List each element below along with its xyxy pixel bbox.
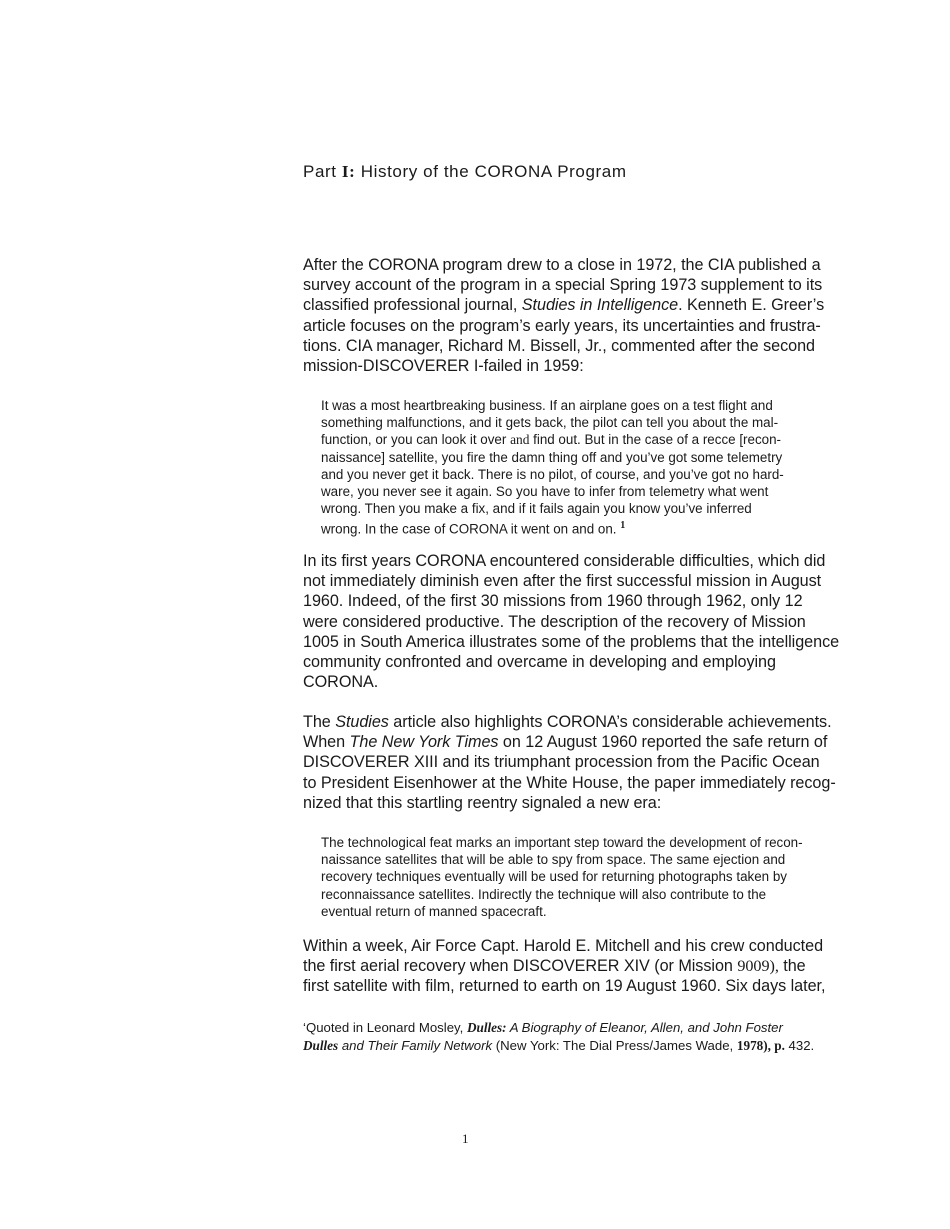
text-span: the xyxy=(778,957,806,976)
text-line: 1960. Indeed, of the first 30 missions from 1960 through 1962, only 12 xyxy=(303,592,803,611)
text-span: . Kenneth E. Greer’s xyxy=(678,296,825,315)
block-quote-nyt xyxy=(321,834,821,920)
text-span: When xyxy=(303,733,350,752)
quote-line xyxy=(321,431,821,448)
text-span: wrong. In the case of CORONA it went on and on. xyxy=(321,521,617,537)
text-span: and xyxy=(510,432,530,448)
text-line: 1005 in South America illustrates some of the problems that the intelligence xyxy=(303,632,840,651)
text-span: 432. xyxy=(784,1037,815,1053)
book-title-dulles: Dulles xyxy=(303,1037,339,1053)
text-line: nized that this startling reentry signaled a new era: xyxy=(303,793,662,812)
text-span: Quoted in Leonard Mosley, xyxy=(305,1020,467,1035)
text-line: article focuses on the program’s early years, its uncertainties and frustra- xyxy=(303,316,821,335)
footnote-line xyxy=(303,1037,843,1055)
paragraph-intro xyxy=(303,255,843,376)
quote-line: recovery techniques eventually will be used for returning photographs taken by xyxy=(321,869,787,885)
page-number: 1 xyxy=(462,1131,469,1146)
text-span: function, or you can look it over xyxy=(321,432,511,448)
text-line: DISCOVERER XIII and its triumphant procession from the Pacific Ocean xyxy=(303,753,820,772)
quote-line: It was a most heartbreaking business. If an airplane goes on a test flight and xyxy=(321,398,773,413)
part-numeral: I: xyxy=(341,162,356,181)
paragraph-achievements xyxy=(303,712,843,813)
text-span: The xyxy=(303,713,336,731)
text-span: on 12 August 1960 reported the safe return of xyxy=(498,733,828,752)
quote-line: something malfunctions, and it gets back, the pilot can tell you about the mal- xyxy=(321,415,779,431)
text-line xyxy=(303,712,843,732)
part-label: Part xyxy=(303,162,337,181)
mission-number: 9009), xyxy=(737,957,779,976)
newspaper-title: The New York Times xyxy=(349,733,499,752)
part-title: History of the CORONA Program xyxy=(360,162,627,181)
text-line: survey account of the program in a special Spring 1973 supplement to its xyxy=(303,276,823,295)
quote-line: The technological feat marks an important step toward the development of recon- xyxy=(321,835,803,850)
quote-line: wrong. Then you make a fix, and if it fails again you know you’ve inferred xyxy=(321,501,752,517)
quote-line: naissance satellites that will be able to spy from space. The same ejection and xyxy=(321,852,786,868)
text-line: In its first years CORONA encountered considerable difficulties, which did xyxy=(303,552,826,570)
book-title: and Their Family Network xyxy=(338,1037,493,1053)
footnote-line xyxy=(303,1019,843,1037)
pub-year: 1978), p. xyxy=(736,1037,785,1053)
block-quote-bissell xyxy=(321,397,821,538)
quote-line: naissance] satellite, you fire the damn thing off and you’ve got some telemetry xyxy=(321,449,783,465)
text-line xyxy=(303,295,843,315)
quote-line xyxy=(321,517,821,538)
text-span: find out. But in the case of a recce [recon- xyxy=(529,432,781,448)
footnote-mark: ‘ xyxy=(303,1020,306,1035)
text-line xyxy=(303,732,843,752)
text-line xyxy=(303,956,843,976)
text-line: first satellite with film, returned to earth on 19 August 1960. Six days later, xyxy=(303,977,826,996)
text-span: (New York: The Dial Press/James Wade, xyxy=(492,1037,737,1053)
text-line: After the CORONA program drew to a close in 1972, the CIA published a xyxy=(303,256,821,274)
studies-title: Studies xyxy=(335,713,389,731)
text-line: to President Eisenhower at the White House, the paper immediately recog- xyxy=(303,773,836,792)
text-span: article also highlights CORONA’s considerable achievements. xyxy=(388,713,832,731)
text-span: the first aerial recovery when DISCOVERER XIV (or Mission xyxy=(303,957,738,976)
quote-line: eventual return of manned spacecraft. xyxy=(321,903,547,919)
journal-title: Studies in Intelligence xyxy=(521,296,679,315)
text-line: mission-DISCOVERER I-failed in 1959: xyxy=(303,357,584,376)
quote-line: ware, you never see it again. So you have to infer from telemetry what went xyxy=(321,484,769,500)
footnote xyxy=(303,1019,843,1054)
text-line: CORONA. xyxy=(303,673,379,692)
quote-line: and you never get it back. There is no pilot, of course, and you’ve got no hard- xyxy=(321,466,784,482)
text-line: Within a week, Air Force Capt. Harold E. Mitchell and his crew conducted xyxy=(303,937,824,955)
book-title-dulles: Dulles: xyxy=(466,1020,507,1035)
paragraph-difficulties xyxy=(303,551,843,692)
paragraph-recovery xyxy=(303,936,843,997)
footnote-reference: 1 xyxy=(620,520,626,532)
text-line: were considered productive. The description of the recovery of Mission xyxy=(303,612,806,631)
text-line: community confronted and overcame in developing and employing xyxy=(303,653,776,672)
quote-line: reconnaissance satellites. Indirectly the technique will also contribute to the xyxy=(321,886,767,902)
text-line: tions. CIA manager, Richard M. Bissell, Jr., commented after the second xyxy=(303,336,815,355)
text-span: classified professional journal, xyxy=(303,296,522,315)
book-title: A Biography of Eleanor, Allen, and John Foster xyxy=(506,1020,783,1035)
text-line: not immediately diminish even after the first successful mission in August xyxy=(303,572,822,591)
part-heading xyxy=(303,162,627,182)
